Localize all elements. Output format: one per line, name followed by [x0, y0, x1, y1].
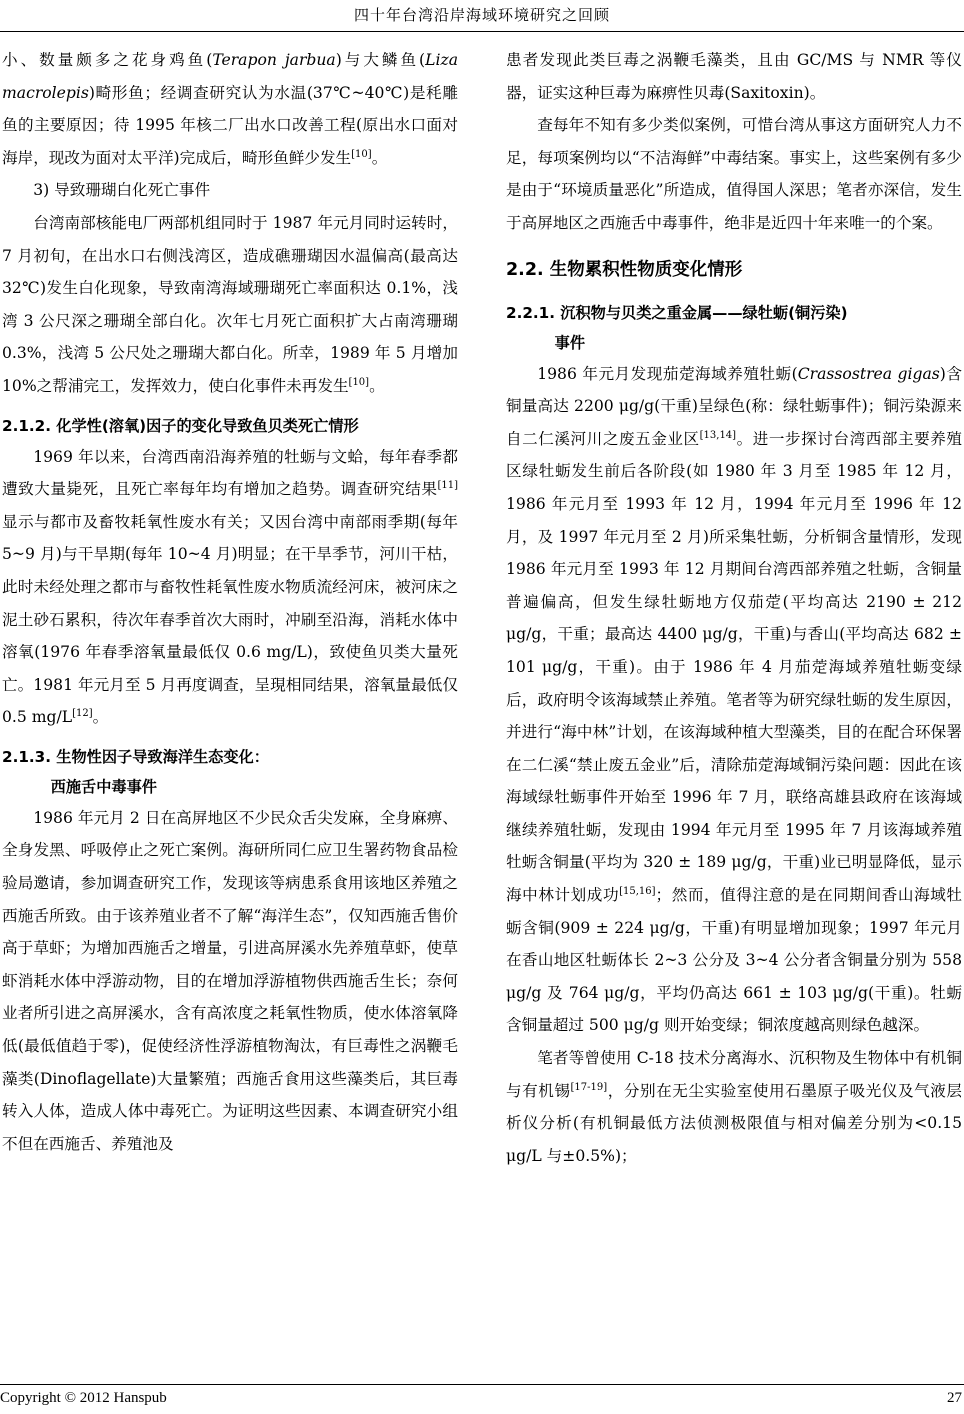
paragraph-organic-copper: 笔者等曾使用 C-18 技术分离海水、沉积物及生物体中有机铜与有机锡[17-19]，分别在无尘实验室使用石墨原子吸光仪及气液层析仪分析(有机铜最低方法侦测极限值与相对偏差分别为<0.15 μg/L 与±0.5%)；	[506, 1049, 962, 1165]
citation: [12]	[72, 708, 93, 720]
list-item-coral-bleaching: 3) 导致珊瑚白化死亡事件	[33, 181, 211, 200]
section-heading-2-2: 2.2. 生物累积性物质变化情形	[506, 259, 743, 280]
paragraph-saxitoxin: 患者发现此类巨毒之涡鞭毛藻类，且由 GC/MS 与 NMR 等仪器，证实这种巨毒为麻痹性贝毒(Saxitoxin)。	[506, 51, 962, 102]
paragraph-dissolved-oxygen: 1969 年以来，台湾西南沿海养殖的牡蛎与文蛤，每年春季都遭致大量毙死，且死亡率每年均有增加之趋势。调查研究结果[11]显示与都市及畜牧耗氧性废水有关；又因台湾中南部雨季期(每年 5~9 月)与干旱期(每年 10~4 月)明显；在干旱季节，河川干枯，此时未经处理之都市与畜牧性耗氧性废水物质流经河床，被河床之泥土砂石累积，待次年春季首次大雨时，冲刷至沿海，消耗水体中溶氧(1976 年春季溶氧量最低仅 0.6 mg/L)，致使鱼贝类大量死亡。1981 年元月至 5 月再度调查，呈現相同结果，溶氧量最低仅 0.5 mg/L[12]。	[2, 447, 458, 727]
citation: [11]	[437, 480, 458, 492]
running-header: 四十年台湾沿岸海域环境研究之回顾	[353, 6, 610, 24]
paragraph-cases: 查每年不知有多少类似案例，可惜台湾从事这方面研究人力不足，每项案例均以“不洁海鲜”中毒结案。事实上，这些案例有多少是由于“环境质量恶化”所造成，值得国人深思；笔者亦深信，发生于高屏地区之西施舌中毒事件，绝非是近四十年来唯一的个案。	[506, 116, 962, 232]
header-rule	[0, 31, 964, 32]
footer-rule	[0, 1384, 964, 1385]
citation: [10]	[351, 148, 372, 160]
paragraph-coral: 台湾南部核能电厂两部机组同时于 1987 年元月同时运转时，7 月初旬，在出水口右侧浅湾区，造成礁珊瑚因水温偏高(最高达 32℃)发生白化现象，导致南湾海域珊瑚死亡率面积达 0.1%，浅湾 3 公尺深之珊瑚全部白化。次年七月死亡面积扩大占南湾珊瑚 0.3%，浅湾 5 公尺处之珊瑚大都白化。所幸，1989 年 5 月增加 10%之帮浦完工，发挥效力，使白化事件未再发生[10]。	[2, 213, 458, 395]
paragraph-green-oyster: 1986 年元月发现茄萣海域养殖牡蛎(Crassostrea gigas)含铜量高达 2200 μg/g(干重)呈绿色(称：绿牡蛎事件)；铜污染源来自二仁溪河川之废五金业区[13,14]。进一步探讨台湾西部主要养殖区绿牡蛎发生前后各阶段(如 1980 年 3 月至 1985 年 12 月，1986 年元月至 1993 年 12 月，1994 年元月至 1996 年 12 月，及 1997 年元月至 2 月)所采集牡蛎，分析铜含量情形，发现 1986 年元月至 1993 年 12 月期间台湾西部养殖之牡蛎，含铜量普遍偏高，但发生绿牡蛎地方仅茄萣(平均高达 2190 ± 212 μg/g，干重；最高达 4400 μg/g，干重)与香山(平均高达 682 ± 101 μg/g，干重)。由于 1986 年 4 月茄萣海域养殖牡蛎变绿后，政府明令该海域禁止养殖。笔者等为研究绿牡蛎的发生原因，并进行“海中林”计划，在该海域种植大型藻类，目的在配合环保署在二仁溪“禁止废五金业”后，清除茄萣海域铜污染问题：因此在该海域绿牡蛎事件开始至 1996 年 7 月，联络高雄县政府在该海域继续养殖牡蛎，发现由 1994 年元月至 1995 年 7 月该海域养殖牡蛎含铜量(平均为 320 ± 189 μg/g，干重)业已明显降低，显示海中林计划成功[15,16]；然而，值得注意的是在同期间香山海域牡蛎含铜(909 ± 224 μg/g，干重)有明显增加现象；1997 年元月在香山地区牡蛎体长 2~3 公分及 3~4 公分者含铜量分别为 558 μg/g 及 764 μg/g，平均仍高达 661 ± 103 μg/g(干重)。牡蛎含铜量超过 500 μg/g 则开始变绿；铜浓度越高则绿色越深。	[506, 364, 962, 1035]
section-heading-2-2-1: 2.2.1. 沉积物与贝类之重金属——绿牡蛎(铜污染) 事件	[506, 303, 848, 352]
citation: [10]	[348, 376, 370, 388]
page-number: 27	[947, 1390, 962, 1406]
paragraph-fish-deformity: 小、数量颇多之花身鸡鱼(Terapon jarbua)与大鳞鱼(Liza macrolepis)畸形鱼；经调查研究认为水温(37℃~40℃)是秏雕鱼的主要原因；待 1995 年核二厂出水口改善工程(原出水口面对海岸，现改为面对太平洋)完成后，畸形鱼鲜少发生[10]。	[2, 51, 458, 167]
section-heading-2-1-2: 2.1.2. 化学性(溶氧)因子的变化导致鱼贝类死亡情形	[2, 416, 359, 435]
citation: [15,16]	[619, 886, 656, 898]
copyright-text: Copyright © 2012 Hanspub	[0, 1390, 167, 1406]
citation: [17-19]	[570, 1081, 608, 1093]
left-column	[2, 44, 458, 1160]
citation: [13,14]	[699, 429, 737, 441]
right-column	[506, 44, 962, 1172]
paragraph-clam-poisoning: 1986 年元月 2 日在高屏地区不少民众舌尖发麻，全身麻痹、全身发黑、呼吸停止之死亡案例。海研所同仁应卫生署药物食品检验局邀请，参加调查研究工作，发现该等病患系食用该地区养殖之西施舌所致。由于该养殖业者不了解“海洋生态”，仅知西施舌售价高于草虾；为增加西施舌之增量，引进高屏溪水先养殖草虾，使草虾消耗水体中浮游动物，目的在增加浮游植物供西施舌生长；奈何业者所引进之高屏溪水，含有高浓度之耗氧性物质，使水体溶氧降低(最低值趋于零)，促使经济性浮游植物淘汰，有巨毒性之涡鞭毛藻类(Dinoflagellate)大量繁殖；西施舌食用这些藻类后，其巨毒转入人体，造成人体中毒死亡。为证明这些因素、本调查研究小组不但在西施舌、养殖池及	[2, 808, 458, 1153]
section-heading-2-1-3: 2.1.3. 生物性因子导致海洋生态变化： 西施舌中毒事件	[2, 747, 269, 796]
